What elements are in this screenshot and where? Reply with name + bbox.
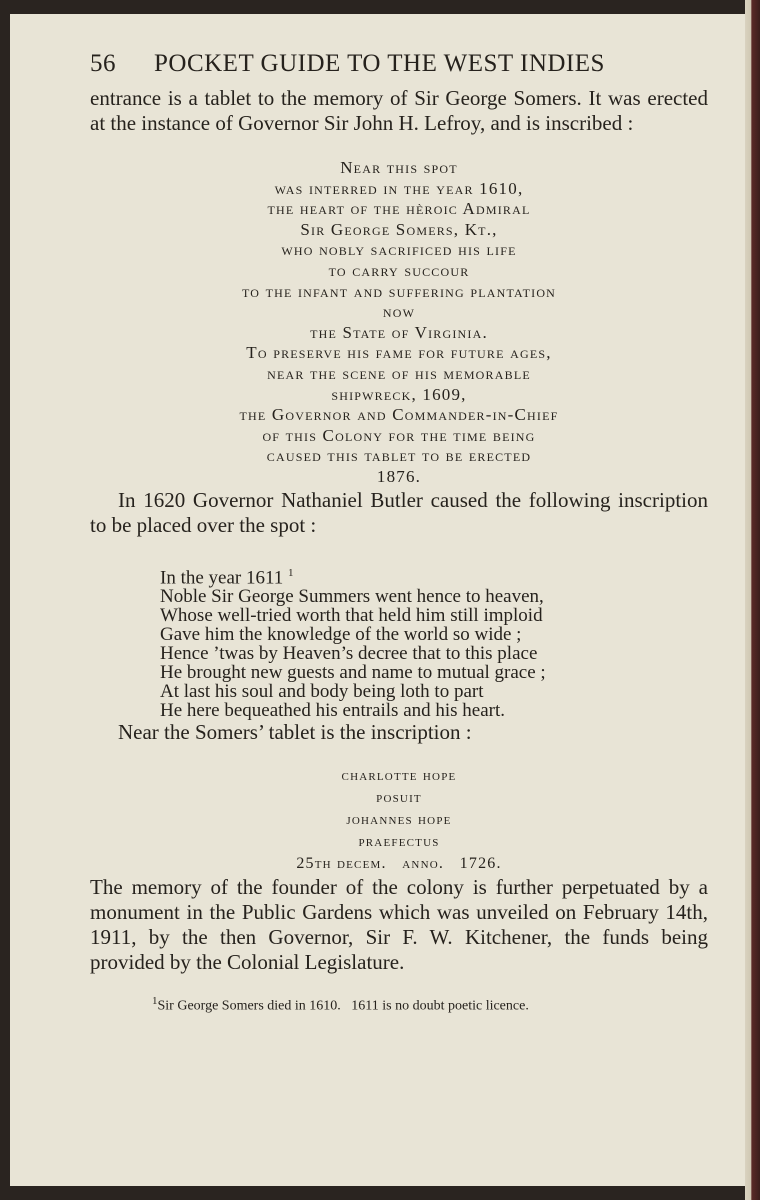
epitaph-line: now bbox=[382, 302, 416, 322]
epitaph-line: Near this spot bbox=[340, 158, 458, 177]
footnote-mark: 1 bbox=[152, 994, 158, 1007]
epitaph-line: 1876. bbox=[376, 466, 422, 486]
book-edge bbox=[745, 0, 760, 1200]
inscription-line: charlotte hope bbox=[341, 766, 457, 784]
inscription-line: johannes hope bbox=[346, 810, 452, 828]
hope-inscription bbox=[90, 765, 708, 875]
inscription-line: praefectus bbox=[358, 832, 440, 850]
footnote-marker: 1 bbox=[288, 566, 294, 579]
poem-line bbox=[160, 564, 708, 587]
paragraph-4: The memory of the founder of the colony is further perpetuated by a monument in the Public Gardens which was unveiled on February 14th, 1911, by the then Governor, Sir F. W. Kitchener, the funds being provided by the Colonial Legislature. bbox=[90, 874, 708, 974]
epitaph-line: was interred in the year 1610, bbox=[274, 178, 524, 198]
paragraph-3: Near the Somers’ tablet is the inscription : bbox=[118, 719, 472, 744]
poem-line: Gave him the knowledge of the world so wide ; bbox=[160, 623, 522, 645]
footnote bbox=[152, 995, 708, 1015]
epitaph-line: the Governor and Commander-in-Chief bbox=[239, 405, 559, 425]
epitaph-line: shipwreck, 1609, bbox=[331, 384, 467, 404]
poem-line: He here bequeathed his entrails and his heart. bbox=[160, 699, 506, 721]
butler-poem bbox=[160, 564, 708, 720]
book-page bbox=[10, 14, 745, 1186]
epitaph-line: who nobly sacrificed his life bbox=[281, 240, 517, 260]
epitaph-line: to the infant and suffering plantation bbox=[241, 281, 557, 301]
epitaph-line: of this Colony for the time being bbox=[262, 425, 536, 445]
poem-line: Hence ’twas by Heaven’s decree that to this place bbox=[160, 642, 538, 664]
inscription-line: posuit bbox=[376, 788, 422, 806]
poem-line: He brought new guests and name to mutual grace ; bbox=[160, 661, 546, 683]
epitaph-line: to carry succour bbox=[328, 260, 470, 280]
inscription-line: 25th decem. anno. 1726. bbox=[296, 854, 502, 872]
paragraph-1: entrance is a tablet to the memory of Sir George Somers. It was erected at the instance of Governor Sir John H. Lefroy, and is inscribed : bbox=[90, 86, 708, 135]
epitaph-line: the heart of the hèroic Admiral bbox=[267, 199, 531, 219]
poem-line: At last his soul and body being loth to part bbox=[160, 680, 484, 702]
epitaph-line: the State of Virginia. bbox=[310, 322, 488, 342]
paragraph-2: In 1620 Governor Nathaniel Butler caused the following inscription to be placed over the spot : bbox=[90, 487, 708, 537]
footnote-text: Sir George Somers died in 1610. 1611 is no doubt poetic licence. bbox=[157, 998, 529, 1014]
running-head bbox=[90, 50, 708, 78]
epitaph-line: near the scene of his memorable bbox=[267, 363, 531, 383]
page-number: 56 bbox=[90, 50, 116, 77]
epitaph-line: To preserve his fame for future ages, bbox=[246, 343, 552, 363]
poem-line: Noble Sir George Summers went hence to heaven, bbox=[160, 585, 544, 607]
poem-first-line: In the year 1611 bbox=[160, 566, 284, 588]
somers-tablet-inscription bbox=[90, 158, 708, 488]
epitaph-line: caused this tablet to be erected bbox=[266, 446, 532, 466]
poem-line: Whose well-tried worth that held him still imploid bbox=[160, 604, 543, 626]
running-title: POCKET GUIDE TO THE WEST INDIES bbox=[154, 50, 605, 77]
epitaph-line: Sir George Somers, Kt., bbox=[300, 219, 498, 239]
page-content bbox=[90, 50, 708, 1014]
